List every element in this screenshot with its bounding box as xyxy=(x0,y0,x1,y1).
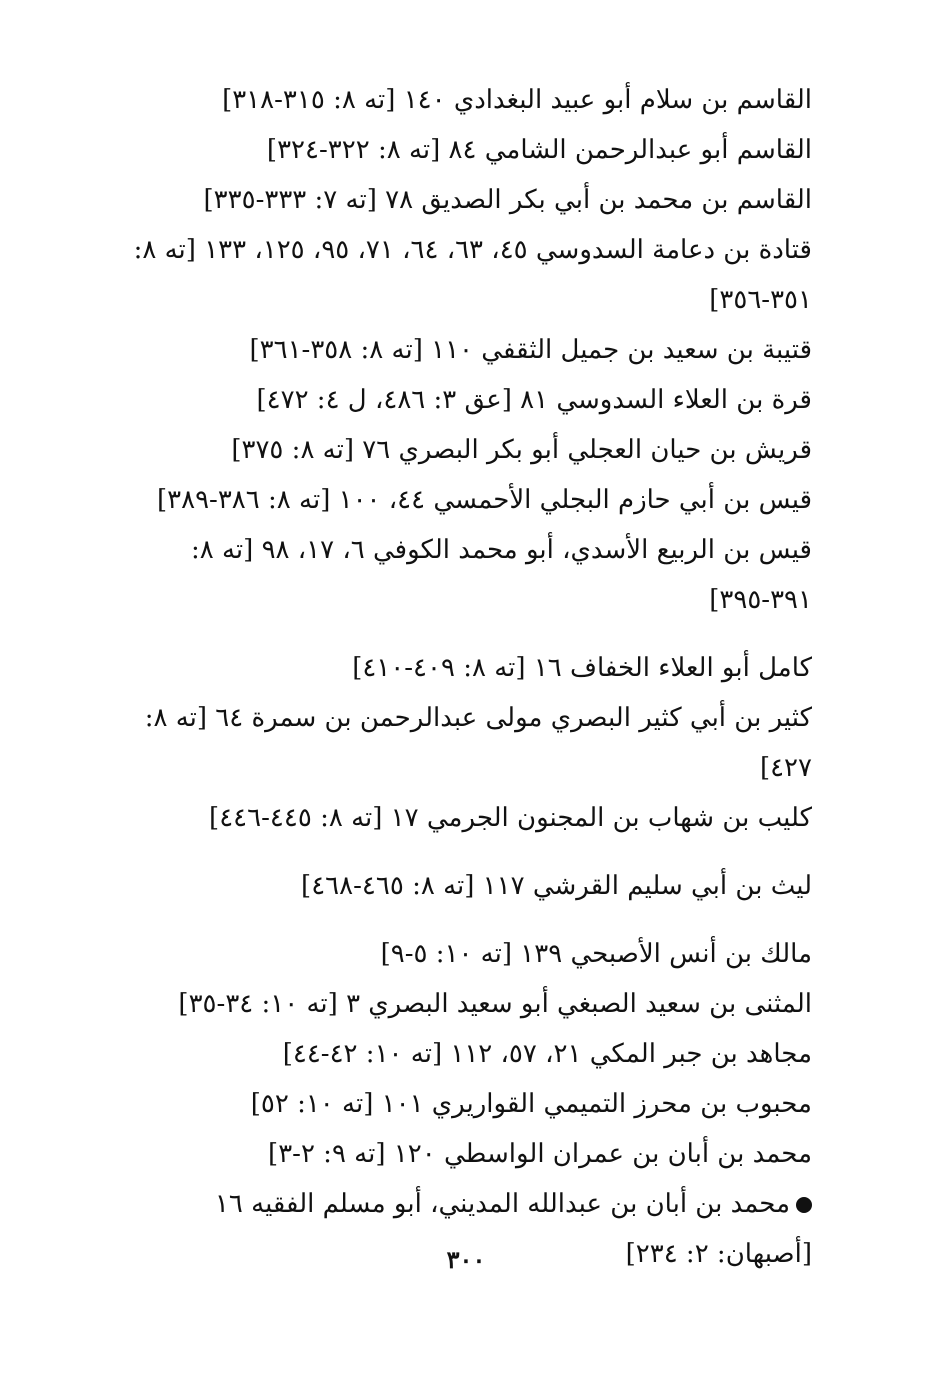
entry-text: القاسم بن محمد بن أبي بكر الصديق ٧٨ [ته ٧: ٣٣٣-٣٣٥] xyxy=(203,185,812,215)
entry-text: القاسم أبو عبدالرحمن الشامي ٨٤ [ته ٨: ٣٢٢-٣٢٤] xyxy=(266,135,812,165)
entry-group xyxy=(112,75,812,625)
entry-text: قيس بن أبي حازم البجلي الأحمسي ٤٤، ١٠٠ [ته ٨: ٣٨٦-٣٨٩] xyxy=(156,485,812,515)
entry-text: محبوب بن محرز التميمي القواريري ١٠١ [ته ١٠: ٥٢] xyxy=(250,1089,812,1119)
index-entry xyxy=(112,125,812,175)
index-entry xyxy=(112,425,812,475)
entry-group xyxy=(112,643,812,843)
index-entry xyxy=(112,475,812,525)
entry-group xyxy=(112,861,812,911)
bullet-icon xyxy=(796,1197,812,1213)
entry-text: كثير بن أبي كثير البصري مولى عبدالرحمن بن سمرة ٦٤ [ته ٨: ٤٢٧] xyxy=(144,703,812,783)
index-entry xyxy=(112,979,812,1029)
entry-text: قرة بن العلاء السدوسي ٨١ [عق ٣: ٤٨٦، ل ٤: ٤٧٢] xyxy=(256,385,812,415)
entry-text: ليث بن أبي سليم القرشي ١١٧ [ته ٨: ٤٦٥-٤٦٨] xyxy=(301,871,812,901)
entry-text: محمد بن أبان بن عمران الواسطي ١٢٠ [ته ٩: ٢-٣] xyxy=(268,1139,812,1169)
index-entry xyxy=(112,75,812,125)
entry-text: كليب بن شهاب بن المجنون الجرمي ١٧ [ته ٨: ٤٤٥-٤٤٦] xyxy=(209,803,812,833)
entry-text: قريش بن حيان العجلي أبو بكر البصري ٧٦ [ته ٨: ٣٧٥] xyxy=(231,435,812,465)
index-entry xyxy=(112,225,812,325)
entry-text: قتادة بن دعامة السدوسي ٤٥، ٦٣، ٦٤، ٧١، ٩٥، ١٢٥، ١٣٣ [ته ٨: ٣٥١-٣٥٦] xyxy=(133,235,812,315)
entry-text: قتيبة بن سعيد بن جميل الثقفي ١١٠ [ته ٨: ٣٥٨-٣٦١] xyxy=(249,335,812,365)
index-entries xyxy=(112,75,812,1279)
index-entry xyxy=(112,1029,812,1079)
index-entry xyxy=(112,1129,812,1179)
index-entry xyxy=(112,793,812,843)
index-entry xyxy=(112,643,812,693)
index-entry xyxy=(112,325,812,375)
entry-text: محمد بن أبان بن عبدالله المديني، أبو مسلم الفقيه ١٦ [أصبهان: ٢: ٢٣٤] xyxy=(214,1189,812,1269)
entry-text: قيس بن الربيع الأسدي، أبو محمد الكوفي ٦، ١٧، ٩٨ [ته ٨: ٣٩١-٣٩٥] xyxy=(190,535,812,615)
entry-text: المثنى بن سعيد الصبغي أبو سعيد البصري ٣ [ته ١٠: ٣٤-٣٥] xyxy=(178,989,812,1019)
index-entry xyxy=(112,861,812,911)
index-entry xyxy=(112,693,812,793)
entry-text: مجاهد بن جبر المكي ٢١، ٥٧، ١١٢ [ته ١٠: ٤٢-٤٤] xyxy=(282,1039,812,1069)
entry-text: القاسم بن سلام أبو عبيد البغدادي ١٤٠ [ته ٨: ٣١٥-٣١٨] xyxy=(222,85,812,115)
index-entry xyxy=(112,929,812,979)
entry-text: كامل أبو العلاء الخفاف ١٦ [ته ٨: ٤٠٩-٤١٠] xyxy=(352,653,812,683)
index-entry xyxy=(112,1079,812,1129)
entry-group xyxy=(112,929,812,1279)
index-entry xyxy=(112,375,812,425)
entry-text: مالك بن أنس الأصبحي ١٣٩ [ته ١٠: ٥-٩] xyxy=(380,939,812,969)
page-number: ٣٠٠ xyxy=(446,1245,486,1274)
index-entry xyxy=(112,175,812,225)
index-entry xyxy=(112,525,812,625)
